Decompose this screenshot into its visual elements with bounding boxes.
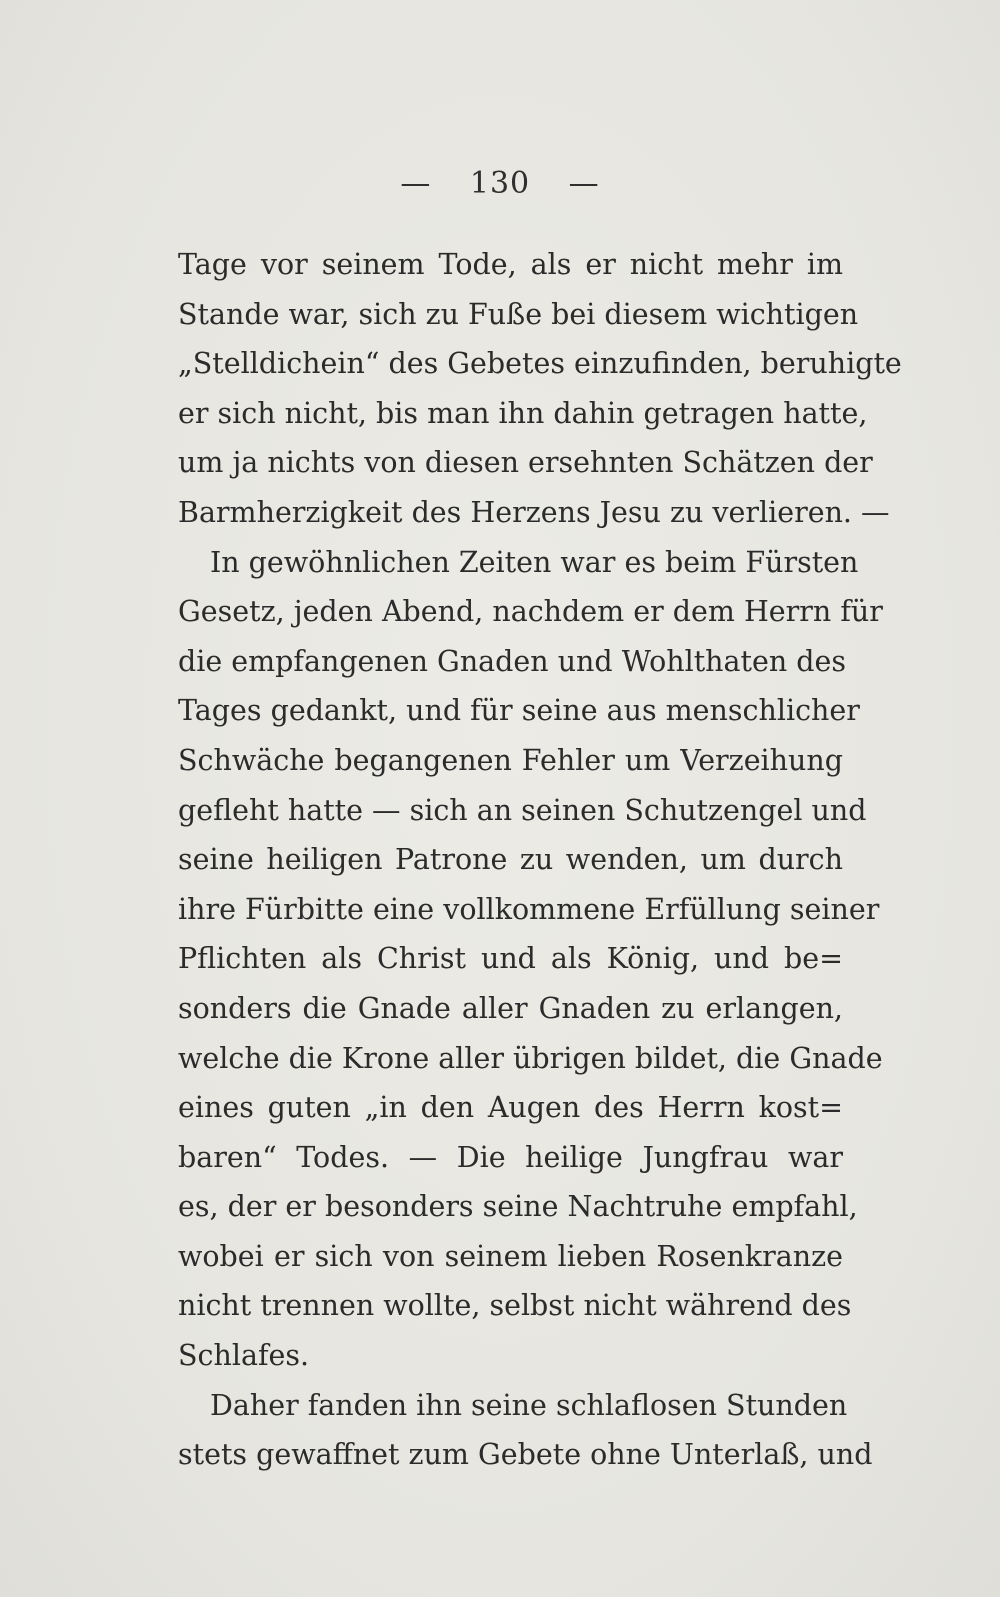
text-line: sonders die Gnade aller Gnaden zu erlangen, (178, 991, 843, 1025)
text-line: gefleht hatte — sich an seinen Schutzengel und (178, 793, 867, 827)
header-dash-right: — (568, 166, 600, 201)
text-line: Pflichten als Christ und als König, und be= (178, 942, 843, 976)
text-line: nicht trennen wollte, selbst nicht während des (178, 1289, 852, 1323)
text-line: welche die Krone aller übrigen bildet, die Gnade (178, 1041, 883, 1075)
text-line: es, der er besonders seine Nachtruhe empfahl, (178, 1190, 858, 1224)
text-line: stets gewaffnet zum Gebete ohne Unterlaß, und (178, 1438, 873, 1472)
body-text (178, 240, 902, 1480)
header-dash-left: — (400, 166, 432, 201)
text-line: In gewöhnlichen Zeiten war es beim Fürsten (210, 545, 859, 579)
text-line: Gesetz, jeden Abend, nachdem er dem Herrn für (178, 595, 883, 629)
text-line: Tage vor seinem Tode, als er nicht mehr im (178, 248, 843, 281)
text-line: wobei er sich von seinem lieben Rosenkranze (178, 1239, 843, 1273)
text-line: die empfangenen Gnaden und Wohlthaten des (178, 644, 846, 678)
text-line: Schlafes. (178, 1339, 310, 1373)
text-line: ihre Fürbitte eine vollkommene Erfüllung seiner (178, 892, 880, 926)
text-line: „Stelldichein“ des Gebetes einzufinden, beruhigte (178, 347, 902, 381)
text-line: eines guten „in den Augen des Herrn kost= (178, 1091, 843, 1125)
text-line: Schwäche begangenen Fehler um Verzeihung (178, 743, 843, 777)
page-number: 130 (469, 166, 531, 201)
text-line: Tages gedankt, und für seine aus menschlicher (178, 694, 860, 728)
text-line: Daher fanden ihn seine schlaflosen Stunden (210, 1388, 848, 1422)
text-line: um ja nichts von diesen ersehnten Schätzen der (178, 446, 873, 480)
text-line: er sich nicht, bis man ihn dahin getragen hatte, (178, 396, 868, 430)
text-line: Barmherzigkeit des Herzens Jesu zu verlieren. — (178, 495, 890, 529)
text-line: baren“ Todes. — Die heilige Jungfrau war (178, 1140, 843, 1174)
page-header (0, 166, 1000, 201)
text-line: Stande war, sich zu Fuße bei diesem wichtigen (178, 297, 859, 331)
text-line: seine heiligen Patrone zu wenden, um durch (178, 843, 843, 877)
